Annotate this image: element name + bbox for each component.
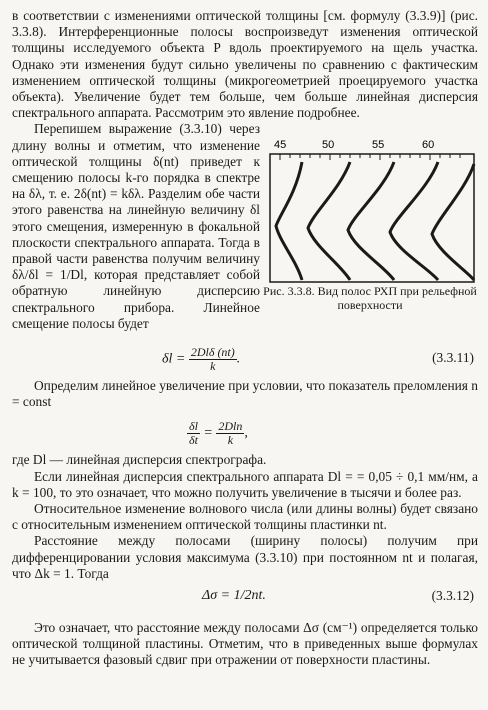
- equation-3-3-12: [12, 586, 478, 610]
- fringe-2: [308, 162, 350, 280]
- paragraph-8: Это означает, что расстояние между полосами Δσ (см⁻¹) определяется только оптической толщиной пластины. Отметим, что в приведенных выше формулах не учитывается фазовый сдвиг при отражении от поверхности пластины.: [12, 620, 478, 668]
- fringe-1: [276, 162, 302, 280]
- eq2-rhs-denominator: k: [227, 433, 234, 448]
- paragraph-3: Определим линейное увеличение при условии, что показатель преломления n = const: [12, 378, 478, 410]
- equation-magnification: $\frac{\delta l}{\delta t}$ = $\frac{2Dln}{k}$ ,: [189, 419, 248, 448]
- paragraph-1: в соответствии с изменениями оптической толщины [см. формулу (3.3.9)] (рис. 3.3.8). Интерференционные полосы воспроизведут изменения оптической толщины исследуемого объекта P вдоль проектируемого на щель участка. Однако эти изменения будут сильно увеличены по сравнению с фактическим изменением оптической толщины (микрогеометрией проецируемого участка объекта). Увеличение будет тем больше, чем больше линейная дисперсия спектрального аппарата. Рассмотрим это явление подробнее.: [12, 8, 478, 121]
- tick-label-60: 60: [422, 139, 435, 151]
- paragraph-4: где Dl — линейная дисперсия спектрографа.: [12, 452, 267, 468]
- fringe-4: [390, 162, 438, 280]
- fringe-figure: [262, 134, 478, 284]
- paragraph-5: Если линейная дисперсия спектрального аппарата Dl = = 0,05 ÷ 0,1 мм/нм, а k = 100, то это означает, что можно получить увеличение в тысячи и более раз.: [12, 468, 478, 500]
- figure-caption: Рис. 3.3.8. Вид полос РХП при рельефной поверхности: [263, 284, 477, 312]
- eq1-denominator: k: [210, 359, 216, 373]
- tick-label-55: 55: [372, 139, 385, 151]
- eq1-number: (3.3.11): [432, 350, 474, 365]
- equation-3-3-11: δl = $\frac{\text{2Dlδ (nt)}}{k}$ . (3.3.11): [162, 345, 474, 373]
- eq2-rhs-numerator: 2Dln: [218, 419, 243, 434]
- lower-page: [12, 340, 478, 669]
- eq1-lhs: δl =: [162, 351, 186, 367]
- paragraph-7: Расстояние между полосами (ширину полосы) получим при дифференцировании условия максимума (3.3.10) при постоянном nt и полагая, что Δk = 1. Тогда: [12, 533, 478, 581]
- fringe-plot: [262, 134, 478, 284]
- fringe-3: [348, 162, 394, 280]
- fringe-5: [432, 164, 474, 280]
- paragraph-6: Относительное изменение волнового числа (или длины волны) будет связано с относительным изменением оптической толщины пластинки nt.: [12, 501, 478, 533]
- eq3-number: (3.3.12): [431, 588, 474, 604]
- eq1-numerator: 2Dlδ (nt): [190, 345, 235, 359]
- paragraph-2: Перепишем выражение (3.3.10) через длину волны и отметим, что изменение оптической толщины δ(nt) приведет к смещению полосы k-го порядка в спектре на δλ, т. е. 2δ(nt) = kδλ. Разделим обе части этого равенства на линейную величину δl этого смещения, измеренную в фокальной плоскости спектрального аппарата. Тогда в правой части равенства получим величину δλ/δl = 1/Dl, которая представляет собой обратную линейную дисперсию спектрального прибора. Линейное смещение полосы будет: [12, 121, 260, 331]
- tick-label-45: 45: [274, 139, 287, 151]
- eq2-lhs-numerator: δl: [189, 419, 198, 434]
- eq2-lhs-denominator: δt: [189, 433, 198, 448]
- eq3-formula: Δσ = 1/2nt.: [202, 588, 266, 604]
- tick-label-50: 50: [322, 139, 335, 151]
